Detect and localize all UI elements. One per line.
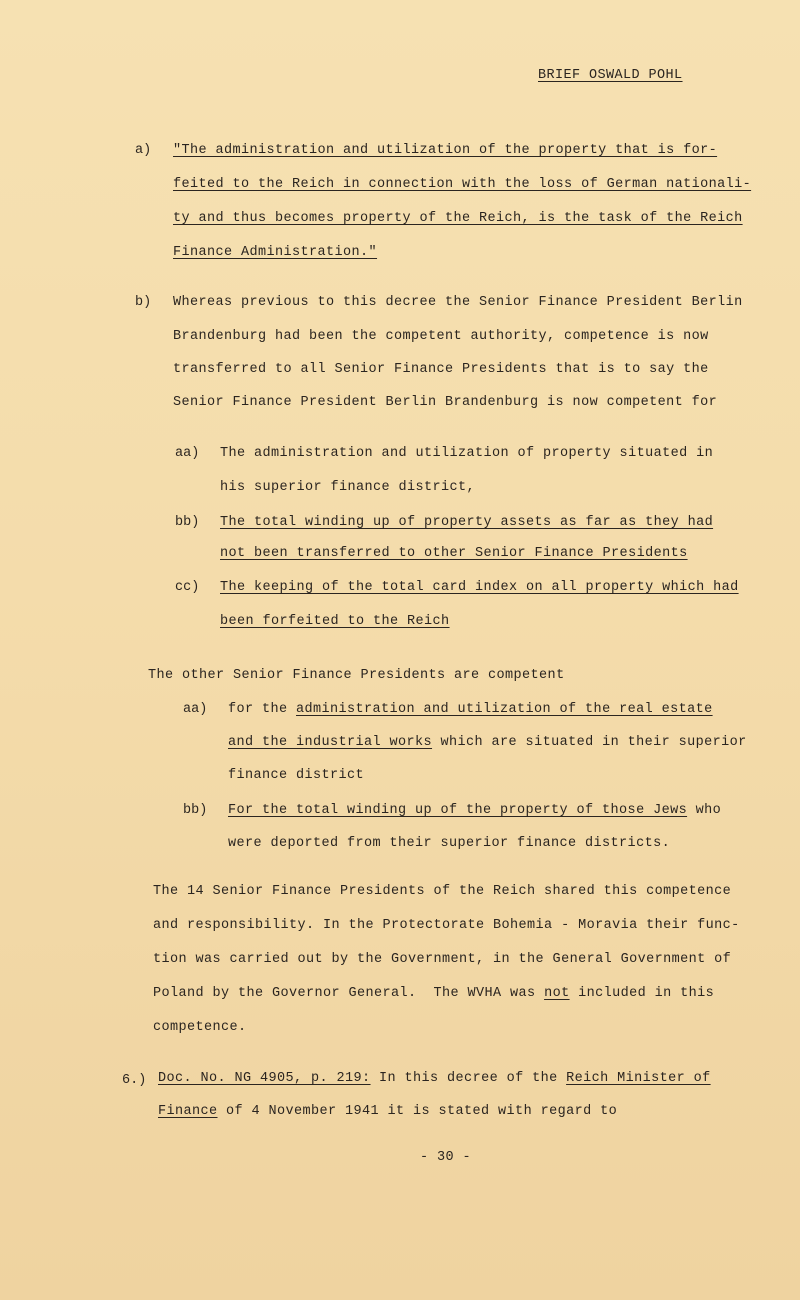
other-bb-label: bb) [183, 803, 208, 818]
summary-line-5: competence. [153, 1020, 247, 1035]
other-aa-line-2: and the industrial works which are situated in their superior [228, 735, 747, 750]
item-b-cc-line-1: The keeping of the total card index on all property which had [220, 580, 739, 595]
document-header: BRIEF OSWALD POHL [538, 68, 683, 83]
item-b-line-3: transferred to all Senior Finance Presidents that is to say the [173, 362, 709, 377]
other-aa-line-3: finance district [228, 768, 365, 783]
item-a-line-4: Finance Administration." [173, 245, 378, 260]
other-presidents-intro: The other Senior Finance Presidents are competent [148, 668, 565, 683]
other-bb-line-2: were deported from their superior finance districts. [228, 836, 671, 851]
summary-line-3: tion was carried out by the Government, in the General Government of [153, 952, 732, 967]
summary-line-4: Poland by the Governor General. The WVHA was not included in this [153, 986, 715, 1001]
item-b-line-1: Whereas previous to this decree the Senior Finance President Berlin [173, 295, 743, 310]
item-b-cc-label: cc) [175, 580, 200, 595]
item-6-line-2: Finance of 4 November 1941 it is stated with regard to [158, 1104, 618, 1119]
other-aa-line-1: for the administration and utilization of the real estate [228, 702, 713, 717]
item-b-bb-label: bb) [175, 515, 200, 530]
summary-line-1: The 14 Senior Finance Presidents of the Reich shared this competence [153, 884, 732, 899]
item-b-bb-line-2: not been transferred to other Senior Finance Presidents [220, 546, 688, 561]
item-a-line-3: ty and thus becomes property of the Reich, is the task of the Reich [173, 211, 743, 226]
item-b-bb-line-1: The total winding up of property assets as far as they had [220, 515, 714, 530]
other-bb-line-1: For the total winding up of the property of those Jews who [228, 803, 722, 818]
item-b-label: b) [135, 295, 152, 310]
summary-line-2: and responsibility. In the Protectorate Bohemia - Moravia their func- [153, 918, 740, 933]
other-aa-label: aa) [183, 702, 208, 717]
item-a-label: a) [135, 143, 152, 158]
item-a-line-2: feited to the Reich in connection with the loss of German nationali- [173, 177, 752, 192]
item-6-label: 6.) [122, 1073, 147, 1088]
item-b-cc-line-2: been forfeited to the Reich [220, 614, 450, 629]
item-b-aa-line-2: his superior finance district, [220, 480, 476, 495]
item-b-aa-line-1: The administration and utilization of property situated in [220, 446, 714, 461]
item-b-line-2: Brandenburg had been the competent authority, competence is now [173, 329, 709, 344]
page-number: - 30 - [420, 1150, 472, 1165]
item-a-line-1: "The administration and utilization of the property that is for- [173, 143, 718, 158]
item-6-line-1: Doc. No. NG 4905, p. 219: In this decree of the Reich Minister of [158, 1071, 711, 1086]
item-b-aa-label: aa) [175, 446, 200, 461]
item-b-line-4: Senior Finance President Berlin Brandenburg is now competent for [173, 395, 718, 410]
